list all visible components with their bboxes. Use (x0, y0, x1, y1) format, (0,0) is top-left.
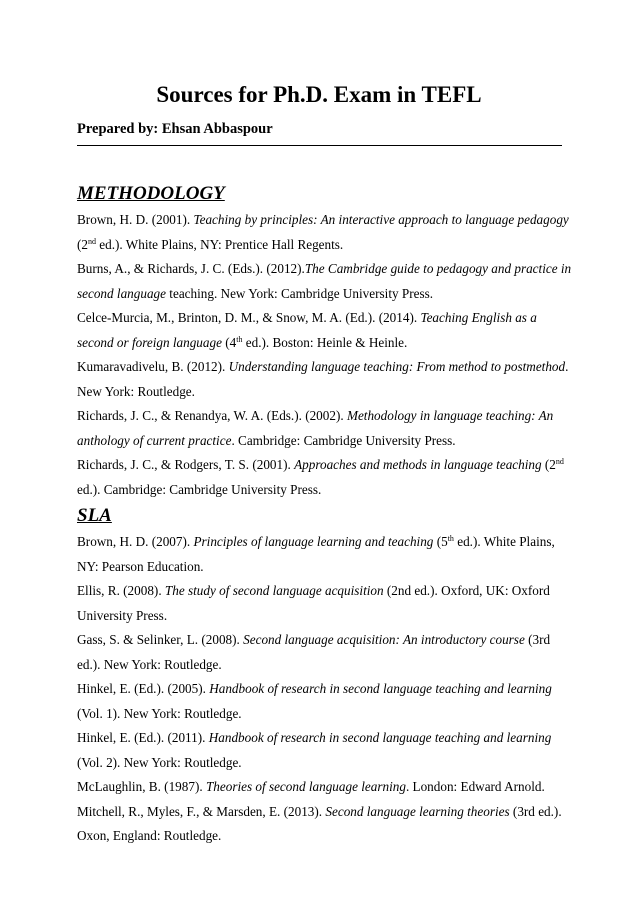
reference-text-run: teaching. New York: Cambridge University Press. (166, 285, 434, 301)
reference-text-run: ed.). Boston: Heinle & Heinle. (242, 334, 408, 350)
reference-entry (77, 726, 565, 775)
reference-text-run: Brown, H. D. (2007). (77, 534, 194, 549)
reference-text-run: McLaughlin, B. (1987). (77, 779, 206, 794)
prepared-by-line: Prepared by: Ehsan Abbaspour (77, 121, 273, 137)
reference-line-1 (77, 408, 553, 423)
reference-line-1 (77, 212, 569, 227)
reference-text-run: Handbook of research in second language teaching and learning (208, 730, 552, 745)
reference-text-run: Ellis, R. (2008). (77, 583, 165, 598)
reference-text-run: second or foreign language (77, 334, 222, 350)
reference-line-2 (77, 478, 565, 503)
reference-text-run: Burns, A., & Richards, J. C. (Eds.). (2012). (77, 261, 305, 276)
reference-text-run: Oxon, England: Routledge. (77, 828, 222, 843)
reference-text-run: . (565, 359, 569, 374)
reference-line-1 (77, 681, 552, 696)
reference-text-run: (3rd ed.). (509, 803, 562, 819)
reference-line-2 (77, 604, 565, 629)
reference-text-run: Teaching by principles: An interactive approach to language pedagogy (193, 212, 569, 227)
methodology-reference-list (77, 208, 572, 502)
reference-text-run: New York: Routledge. (77, 383, 195, 399)
reference-line-2 (77, 751, 565, 776)
reference-text-run: Methodology in language teaching: An (346, 408, 554, 423)
reference-text-run: Second language acquisition: An introductory course (243, 632, 525, 647)
reference-entry (77, 355, 569, 404)
reference-text-run: Teaching English as a (420, 310, 537, 325)
reference-text-run: (5 (433, 534, 448, 549)
reference-text-run: Understanding language teaching: From method to postmethod (228, 359, 566, 374)
section-heading-methodology: METHODOLOGY (77, 183, 225, 204)
reference-text-run: (4 (221, 334, 237, 350)
reference-line-1 (77, 632, 550, 647)
document-title: Sources for Ph.D. Exam in TEFL (156, 82, 482, 107)
reference-entry (77, 208, 569, 257)
reference-text-run: (2 (541, 457, 556, 472)
reference-text-run: Richards, J. C., & Renandya, W. A. (Eds.). (2002). (77, 408, 347, 423)
reference-text-run: Hinkel, E. (Ed.). (2005). (77, 681, 210, 696)
reference-entry (77, 800, 565, 849)
reference-line-1 (77, 779, 545, 794)
reference-entry (77, 257, 572, 306)
reference-line-2 (77, 282, 565, 307)
reference-text-run: (Vol. 2). New York: Routledge. (77, 754, 242, 770)
reference-line-1 (77, 730, 551, 745)
reference-text-run: (2 (77, 236, 88, 252)
reference-text-run: th (447, 534, 454, 543)
reference-text-run: Brown, H. D. (2001). (77, 212, 194, 227)
sla-reference-list (77, 530, 565, 849)
reference-text-run: ed.). New York: Routledge. (77, 656, 222, 672)
reference-text-run: The Cambridge guide to pedagogy and practice in (304, 261, 572, 276)
reference-text-run: NY: Pearson Education. (77, 558, 204, 574)
reference-text-run: second language (77, 285, 166, 301)
reference-text-run: Second language learning theories (325, 803, 510, 819)
reference-text-run: (3rd (524, 632, 551, 647)
reference-text-run: Theories of second language learning (205, 779, 406, 794)
reference-entry (77, 404, 565, 453)
reference-text-run: University Press. (77, 607, 168, 623)
reference-text-run: Mitchell, R., Myles, F., & Marsden, E. (2013). (77, 803, 326, 819)
reference-text-run: (Vol. 1). New York: Routledge. (77, 705, 242, 721)
reference-text-run: . London: Edward Arnold. (405, 779, 545, 794)
reference-line-2 (77, 702, 565, 727)
reference-text-run: Gass, S. & Selinker, L. (2008). (77, 632, 244, 647)
reference-text-run: ed.). White Plains, (453, 534, 555, 549)
reference-line-1 (77, 534, 555, 549)
reference-text-run: nd (88, 236, 96, 246)
section-heading-sla: SLA (77, 505, 112, 526)
reference-line-1 (77, 310, 537, 325)
reference-line-2 (77, 233, 565, 258)
reference-line-1 (77, 359, 568, 374)
reference-line-2 (77, 380, 565, 405)
reference-text-run: . Cambridge: Cambridge University Press. (231, 432, 456, 448)
reference-text-run: Approaches and methods in language teaching (294, 457, 542, 472)
reference-text-run: (2nd ed.). Oxford, UK: Oxford (383, 583, 550, 598)
reference-entry (77, 628, 565, 677)
reference-entry (77, 677, 565, 726)
reference-line-1 (77, 457, 564, 472)
reference-line-1 (77, 583, 550, 598)
reference-entry (77, 530, 565, 579)
reference-line-1 (77, 804, 562, 819)
reference-text-run: ed.). Cambridge: Cambridge University Press. (77, 481, 322, 497)
reference-text-run: Richards, J. C., & Rodgers, T. S. (2001). (77, 457, 295, 472)
reference-text-run: Principles of language learning and teaching (193, 534, 434, 549)
reference-entry (77, 453, 565, 502)
reference-text-run: ed.). White Plains, NY: Prentice Hall Regents. (96, 236, 344, 252)
header-divider (77, 145, 562, 146)
reference-text-run: nd (555, 457, 564, 466)
reference-line-2 (77, 331, 565, 356)
reference-text-run: th (236, 334, 243, 344)
reference-line-2 (77, 555, 565, 580)
reference-line-2 (77, 653, 565, 678)
reference-text-run: Hinkel, E. (Ed.). (2011). (77, 730, 209, 745)
reference-text-run: Handbook of research in second language teaching and learning (209, 681, 552, 696)
reference-entry (77, 579, 565, 628)
reference-text-run: Celce-Murcia, M., Brinton, D. M., & Snow, M. A. (Ed.). (2014). (77, 310, 421, 325)
reference-text-run: The study of second language acquisition (164, 583, 384, 598)
reference-line-2 (77, 429, 565, 454)
reference-line-2 (77, 824, 565, 849)
reference-entry (77, 775, 565, 800)
reference-line-1 (77, 261, 571, 276)
reference-text-run: Kumaravadivelu, B. (2012). (77, 359, 229, 374)
reference-text-run: anthology of current practice (77, 432, 232, 448)
reference-entry (77, 306, 565, 355)
